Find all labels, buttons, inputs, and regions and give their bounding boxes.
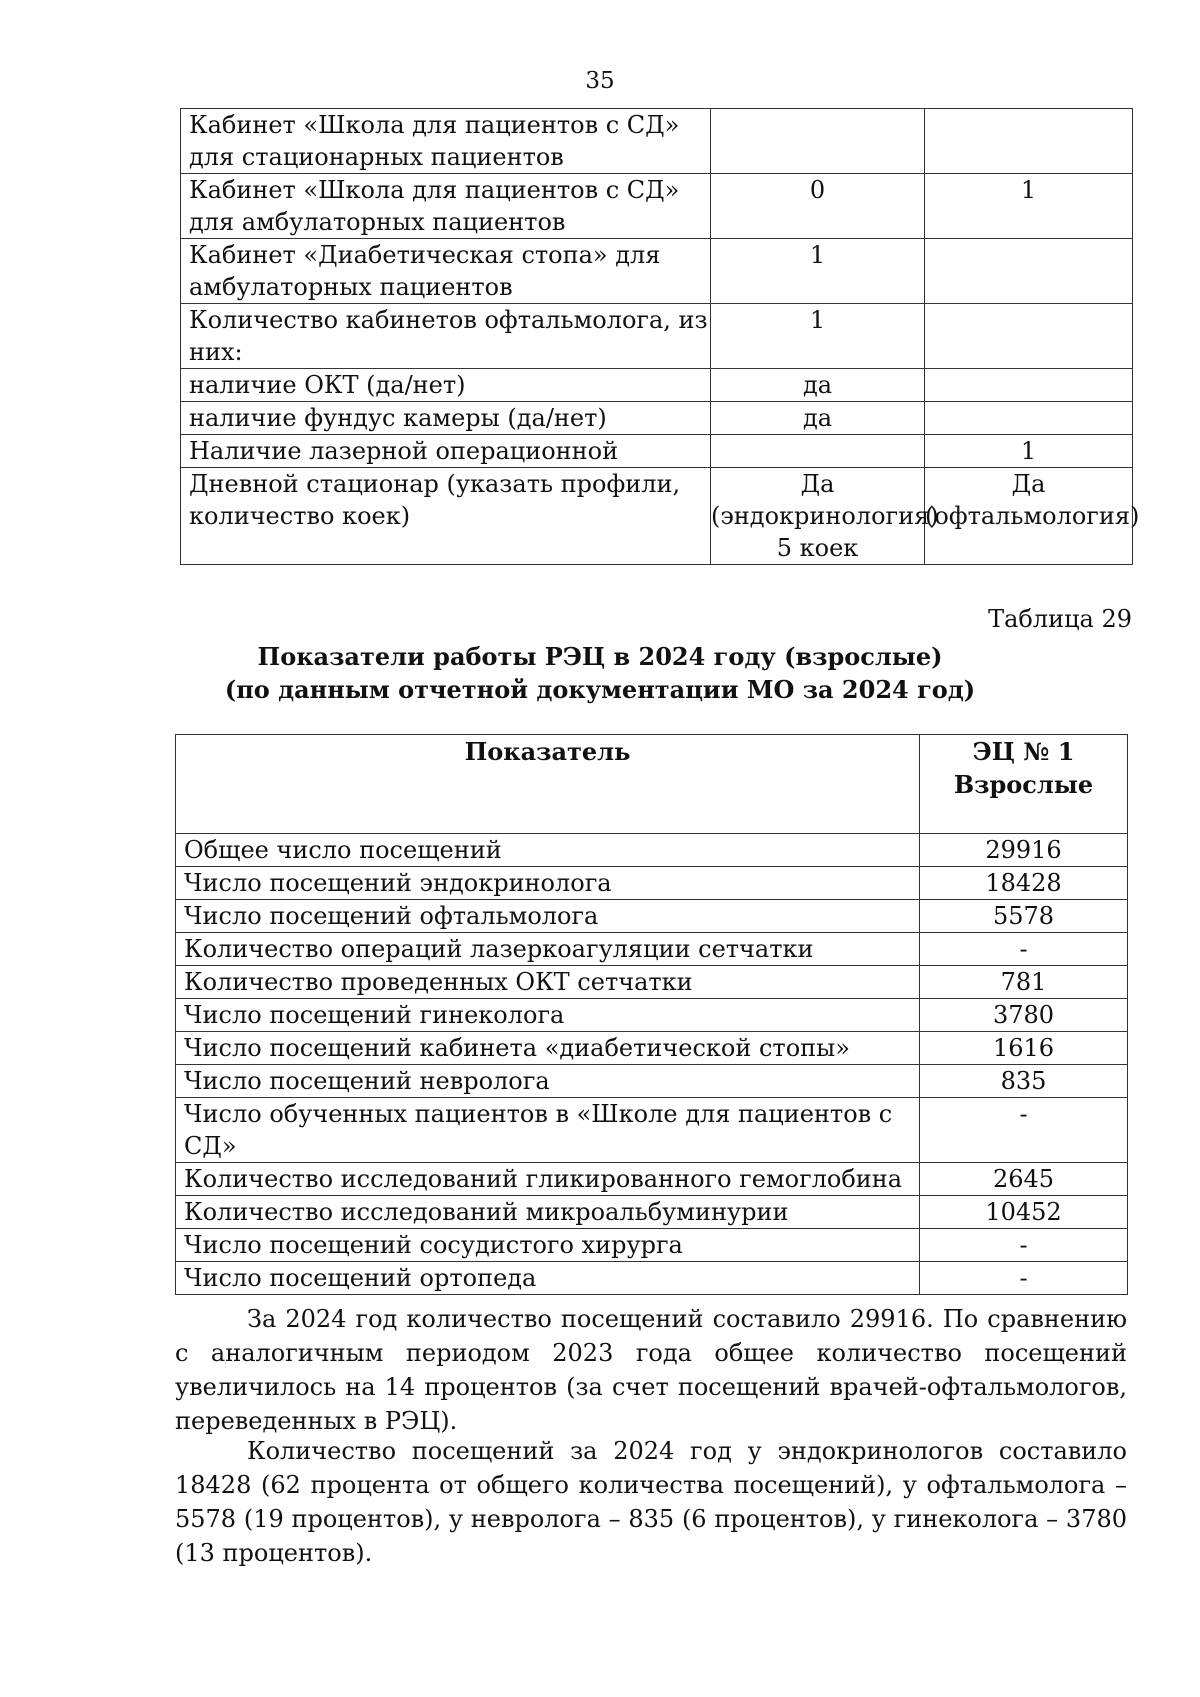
row-label: Наличие лазерной операционной (181, 435, 711, 468)
row-value-1: Да (эндокринология) 5 коек (711, 468, 925, 565)
table-row (176, 999, 1128, 1032)
page-number: 35 (585, 68, 615, 94)
table-row (176, 1032, 1128, 1065)
row-value-1 (711, 435, 925, 468)
row-label: Число посещений невролога (176, 1065, 920, 1098)
row-label: Число обученных пациентов в «Школе для пациентов с СД» (176, 1098, 920, 1163)
table-row (181, 109, 1133, 174)
row-value-1: да (711, 402, 925, 435)
row-label: Число посещений кабинета «диабетической стопы» (176, 1032, 920, 1065)
table-row (176, 1163, 1128, 1196)
row-value: 3780 (920, 999, 1128, 1032)
table-row (176, 834, 1128, 867)
row-value: 10452 (920, 1196, 1128, 1229)
row-label: Дневной стационар (указать профили, количество коек) (181, 468, 711, 565)
row-value: 5578 (920, 900, 1128, 933)
row-value-2: 1 (925, 435, 1133, 468)
table-header-row (176, 735, 1128, 834)
paragraph-visits-total: За 2024 год количество посещений составило 29916. По сравнению с аналогичным периодом 2023 года общее количество посещений увеличилось на 14 процентов (за счет посещений врачей-офтальмологов, переведенных в РЭЦ). (175, 1305, 1127, 1435)
table-row (181, 402, 1133, 435)
row-label: Число посещений ортопеда (176, 1262, 920, 1295)
table-row (181, 468, 1133, 565)
row-value: - (920, 1262, 1128, 1295)
row-value-2: Да (офтальмология) (925, 468, 1133, 565)
row-label: Количество операций лазеркоагуляции сетчатки (176, 933, 920, 966)
row-label: наличие фундус камеры (да/нет) (181, 402, 711, 435)
row-label: Число посещений сосудистого хирурга (176, 1229, 920, 1262)
equipment-table (180, 108, 1140, 565)
table-row (181, 435, 1133, 468)
row-label: Количество проведенных ОКТ сетчатки (176, 966, 920, 999)
row-value: 18428 (920, 867, 1128, 900)
table-row (176, 1065, 1128, 1098)
header-indicator: Показатель (176, 735, 920, 834)
table-row (181, 369, 1133, 402)
row-label: Количество исследований гликированного гемоглобина (176, 1163, 920, 1196)
table-row (181, 304, 1133, 369)
table-row (181, 239, 1133, 304)
table-row (176, 1229, 1128, 1262)
row-label: Число посещений офтальмолога (176, 900, 920, 933)
row-label: Число посещений гинеколога (176, 999, 920, 1032)
header-column: ЭЦ № 1 Взрослые (920, 735, 1128, 834)
row-label: Кабинет «Школа для пациентов с СД» для амбулаторных пациентов (181, 174, 711, 239)
table-row (176, 966, 1128, 999)
row-label: Кабинет «Диабетическая стопа» для амбулаторных пациентов (181, 239, 711, 304)
table-subtitle: (по данным отчетной документации МО за 2024 год) (224, 675, 976, 704)
table-title: Показатели работы РЭЦ в 2024 году (взрослые) (257, 642, 943, 671)
row-value-2: 1 (925, 174, 1133, 239)
row-value: - (920, 1229, 1128, 1262)
row-value: - (920, 1098, 1128, 1163)
row-label: Кабинет «Школа для пациентов с СД» для стационарных пациентов (181, 109, 711, 174)
indicators-table (175, 734, 1128, 1295)
table-row (176, 867, 1128, 900)
table-row (176, 1262, 1128, 1295)
row-value-1: 1 (711, 239, 925, 304)
table-row (176, 1098, 1128, 1163)
paragraph-visits-breakdown: Количество посещений за 2024 год у эндокринологов составило 18428 (62 процента от общего количества посещений), у офтальмолога – 5578 (19 процентов), у невролога – 835 (6 процентов), у гинеколога – 3780 (13 процентов). (175, 1437, 1127, 1567)
row-label: Общее число посещений (176, 834, 920, 867)
row-value-2 (925, 304, 1133, 369)
row-value-1: 0 (711, 174, 925, 239)
table-row (176, 900, 1128, 933)
table-row (176, 1196, 1128, 1229)
row-value: 29916 (920, 834, 1128, 867)
row-label: Количество исследований микроальбуминурии (176, 1196, 920, 1229)
row-value: 1616 (920, 1032, 1128, 1065)
row-value-1: 1 (711, 304, 925, 369)
row-value-2 (925, 369, 1133, 402)
row-value: 781 (920, 966, 1128, 999)
row-value-1 (711, 109, 925, 174)
table-row (176, 933, 1128, 966)
row-value: - (920, 933, 1128, 966)
row-value-1: да (711, 369, 925, 402)
row-value-2 (925, 109, 1133, 174)
table-number: Таблица 29 (988, 605, 1132, 633)
row-label: наличие ОКТ (да/нет) (181, 369, 711, 402)
row-value-2 (925, 402, 1133, 435)
row-label: Число посещений эндокринолога (176, 867, 920, 900)
row-value: 835 (920, 1065, 1128, 1098)
table-row (181, 174, 1133, 239)
row-value: 2645 (920, 1163, 1128, 1196)
row-value-2 (925, 239, 1133, 304)
row-label: Количество кабинетов офтальмолога, из них: (181, 304, 711, 369)
